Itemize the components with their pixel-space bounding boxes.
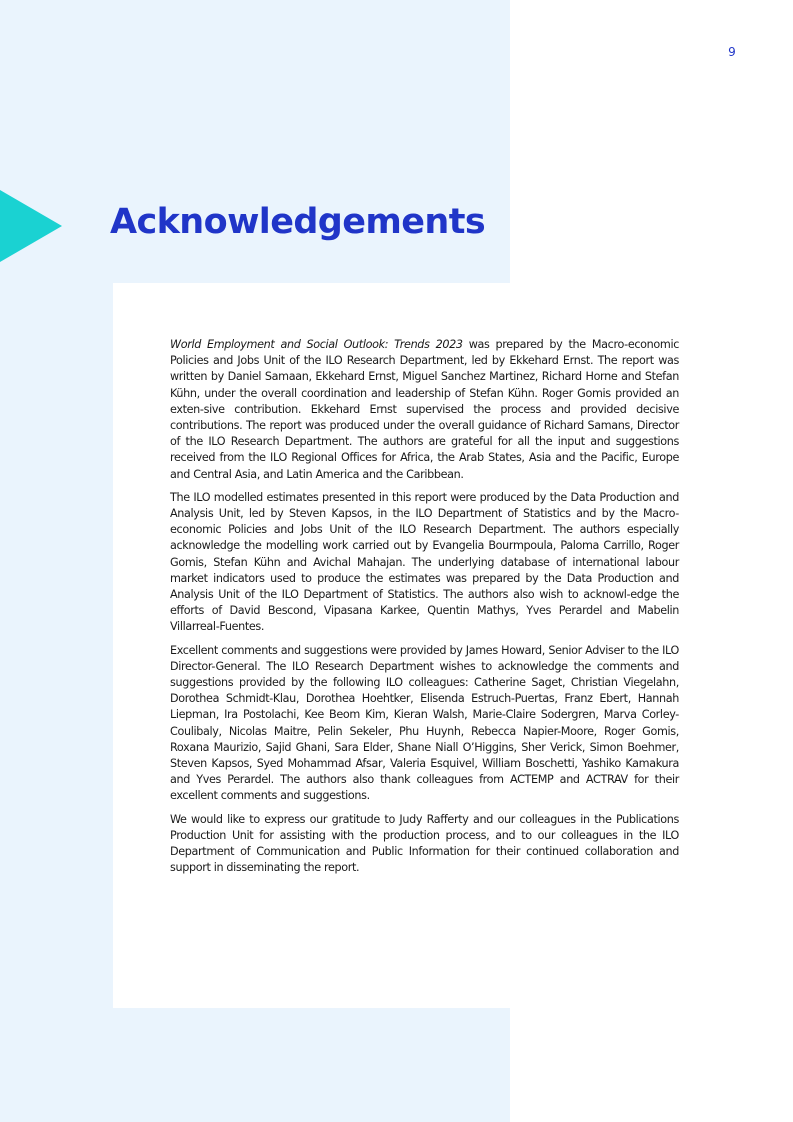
page-number: 9	[728, 45, 736, 59]
paragraph-2: The ILO modelled estimates presented in this report were produced by the Data Production and Analysis Unit, led by Steven Kapsos, in the ILO Department of Statistics and by the Macro-economic Policies and Jobs Unit of the ILO Research Department. The authors especially acknowledge the modelling work carried out by Evangelia Bourmpoula, Paloma Carrillo, Roger Gomis, Stefan Kühn and Avichal Mahajan. The underlying database of international labour market indicators used to produce the estimates was prepared by the Data Production and Analysis Unit of the ILO Department of Statistics. The authors also wish to acknowl-edge the efforts of David Bescond, Vipasana Karkee, Quentin Mathys, Yves Perardel and Mabelin Villarreal-Fuentes.	[170, 490, 679, 634]
acknowledgements-body	[170, 337, 679, 884]
page-title: Acknowledgements	[110, 202, 486, 242]
paragraph-1	[170, 337, 679, 483]
paragraph-3: Excellent comments and suggestions were provided by James Howard, Senior Adviser to the ILO Director-General. The ILO Research Department wishes to acknowledge the comments and suggestions provided by the following ILO colleagues: Catherine Saget, Christian Viegelahn, Dorothea Schmidt-Klau, Dorothea Hoehtker, Elisenda Estruch-Puertas, Franz Ebert, Hannah Liepman, Ira Postolachi, Kee Beom Kim, Kieran Walsh, Marie-Claire Sodergren, Marva Corley-Coulibaly, Nicolas Maitre, Pelin Sekeler, Phu Huynh, Rebecca Napier-Moore, Roger Gomis, Roxana Maurizio, Sajid Ghani, Sara Elder, Shane Niall O’Higgins, Sher Verick, Simon Boehmer, Steven Kapsos, Syed Mohammad Afsar, Valeria Esquivel, William Boschetti, Yashiko Kamakura and Yves Perardel. The authors also thank colleagues from ACTEMP and ACTRAV for their excellent comments and suggestions.	[170, 643, 679, 803]
report-title-italic: World Employment and Social Outlook: Trends 2023	[170, 338, 463, 351]
paragraph-4: We would like to express our gratitude to Judy Rafferty and our colleagues in the Publications Production Unit for assisting with the production process, and to our colleagues in the ILO Department of Communication and Public Information for their continued collaboration and support in disseminating the report.	[170, 812, 679, 875]
section-marker-triangle-icon	[0, 190, 62, 262]
paragraph-1-text: was prepared by the Macro-economic Policies and Jobs Unit of the ILO Research Department, led by Ekkehard Ernst. The report was written by Daniel Samaan, Ekkehard Ernst, Miguel Sanchez Martinez, Richard Horne and Stefan Kühn, under the overall coordination and leadership of Stefan Kühn. Roger Gomis provided an exten-sive contribution. Ekkehard Ernst supervised the process and provided decisive contributions. The report was produced under the overall guidance of Richard Samans, Director of the ILO Research Department. The authors are grateful for all the input and suggestions received from the ILO Regional Offices for Africa, the Arab States, Asia and the Pacific, Europe and Central Asia, and Latin America and the Caribbean.	[170, 338, 680, 481]
